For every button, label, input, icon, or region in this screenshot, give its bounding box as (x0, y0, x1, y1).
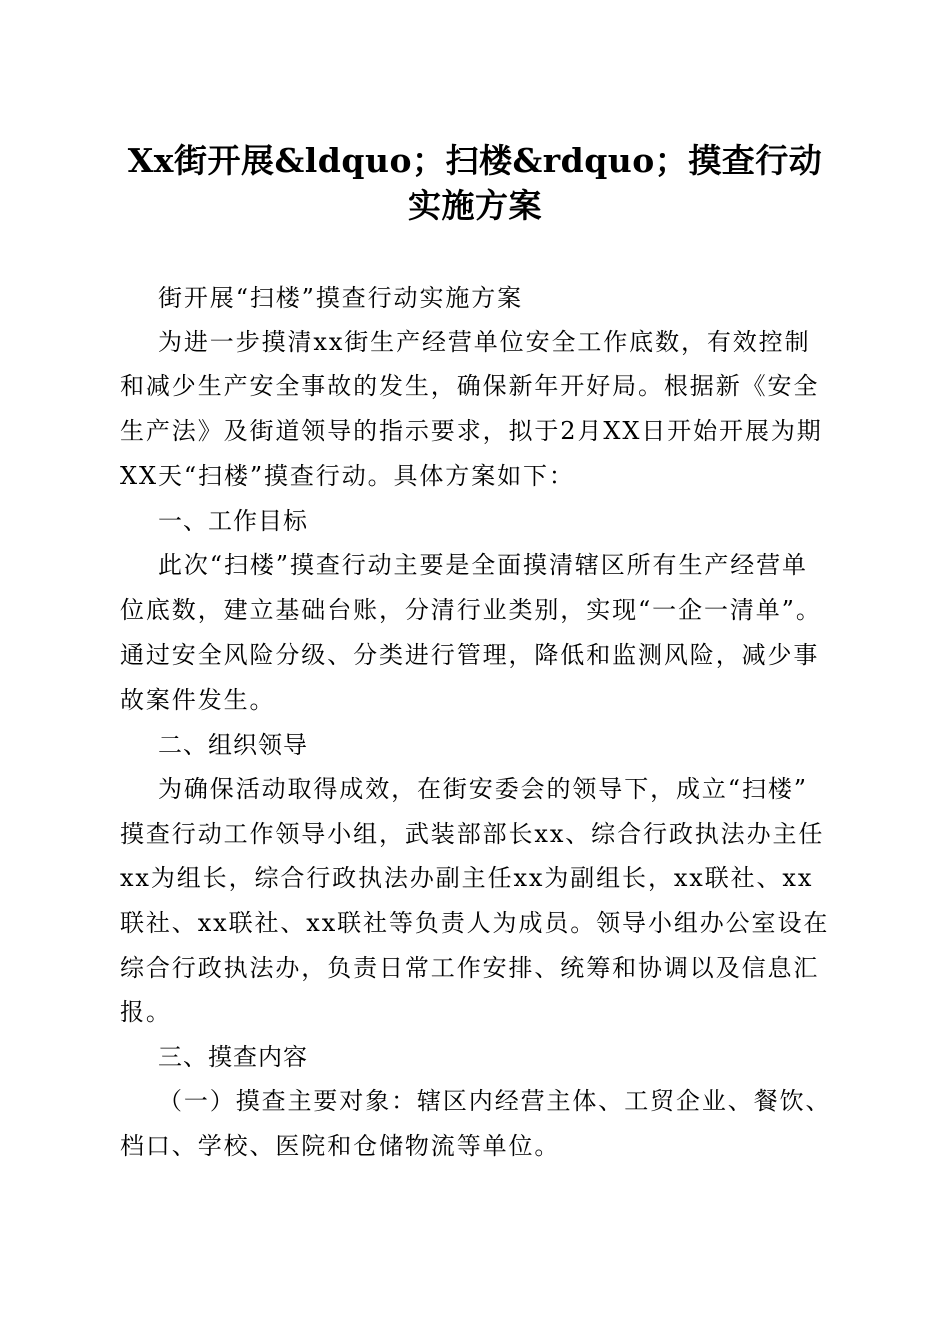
paragraph-line: 为确保活动取得成效，在街安委会的领导下，成立“扫楼” (158, 775, 808, 803)
paragraph-line: 联社、xx联社、xx联社等负责人为成员。领导小组办公室设在 (120, 909, 830, 937)
paragraph-line: 报。 (120, 998, 172, 1026)
section-heading: 一、工作目标 (158, 507, 308, 535)
paragraph-line: 位底数，建立基础台账，分清行业类别，实现“一企一清单”。 (120, 596, 822, 624)
paragraph-line: 档口、学校、医院和仓储物流等单位。 (120, 1132, 561, 1160)
paragraph-line: XX天“扫楼”摸查行动。具体方案如下： (120, 462, 575, 490)
section-heading: 三、摸查内容 (158, 1043, 308, 1071)
paragraph-line: 生产法》及街道领导的指示要求，拟于2月XX日开始开展为期 (120, 417, 823, 445)
subtitle-line: 街开展“扫楼”摸查行动实施方案 (158, 284, 524, 312)
paragraph-line: 和减少生产安全事故的发生，确保新年开好局。根据新《安全 (120, 372, 820, 400)
section-heading: 二、组织领导 (158, 731, 308, 759)
paragraph-line: xx为组长，综合行政执法办副主任xx为副组长，xx联社、xx (120, 864, 814, 892)
paragraph-line: 为进一步摸清xx街生产经营单位安全工作底数，有效控制 (158, 328, 811, 356)
paragraph-line: 此次“扫楼”摸查行动主要是全面摸清辖区所有生产经营单 (158, 551, 808, 579)
paragraph-line: 故案件发生。 (120, 686, 276, 714)
paragraph-line: 综合行政执法办，负责日常工作安排、统筹和协调以及信息汇 (120, 954, 820, 982)
paragraph-line: 摸查行动工作领导小组，武装部部长xx、综合行政执法办主任 (120, 820, 825, 848)
paragraph-line: 通过安全风险分级、分类进行管理，降低和监测风险，减少事 (120, 641, 820, 669)
paragraph-line: （一）摸查主要对象：辖区内经营主体、工贸企业、餐饮、 (158, 1087, 832, 1115)
document-title-line-2: 实施方案 (408, 186, 542, 225)
document-title-line-1: Xx街开展&ldquo；扫楼&rdquo；摸查行动 (127, 141, 823, 180)
